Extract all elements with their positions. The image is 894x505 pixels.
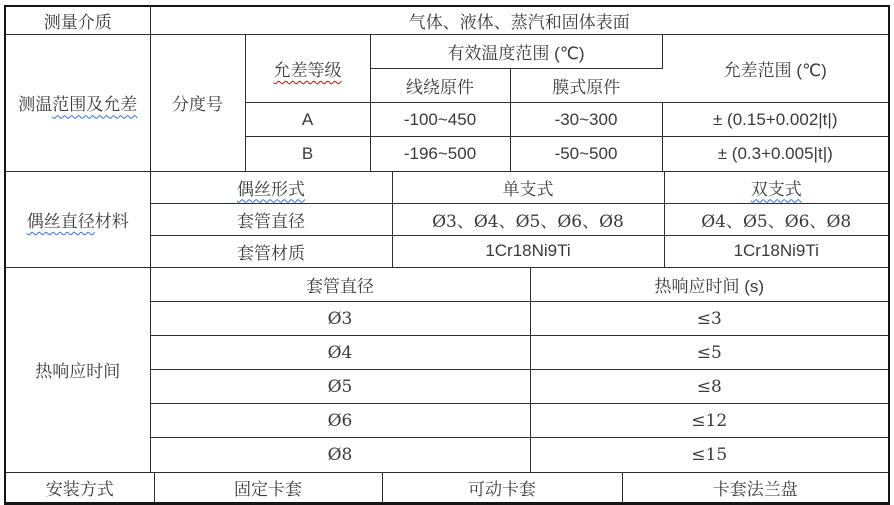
grade-a-film-range: -30~300	[510, 103, 662, 137]
table-row	[6, 7, 888, 34]
medium-value: 气体、液体、蒸汽和固体表面	[408, 13, 630, 32]
time-o8: ≤15	[530, 438, 888, 472]
wire-label-wavy: 偶丝直径	[26, 211, 95, 231]
double-type-label: 双支式	[750, 179, 802, 199]
section-response-time	[6, 267, 888, 472]
grade-a-label: A	[245, 103, 370, 137]
sheath-material-label: 套管材质	[150, 235, 392, 267]
section-wire-material	[6, 171, 888, 268]
time-o6: ≤12	[530, 404, 888, 438]
response-time-header: 热响应时间 (s)	[530, 268, 888, 302]
response-diameter-header: 套管直径	[150, 268, 530, 302]
install-movable-ferrule: 可动卡套	[382, 472, 622, 502]
time-o3: ≤3	[530, 302, 888, 336]
single-diameters: Ø3、Ø4、Ø5、Ø6、Ø8	[392, 203, 664, 235]
install-fixed-ferrule: 固定卡套	[154, 472, 382, 502]
wire-section-label	[6, 171, 150, 267]
grade-a-tolerance: ± (0.15+0.002|t|)	[662, 103, 888, 137]
time-o4: ≤5	[530, 336, 888, 370]
range-label-plain: 测温	[18, 95, 53, 115]
graduation-header: 分度号	[150, 35, 245, 171]
double-type-header	[664, 171, 888, 203]
single-material: 1Cr18Ni9Ti	[392, 235, 664, 267]
diameter-o3: Ø3	[150, 302, 530, 336]
spec-table-frame	[4, 5, 890, 505]
wire-label-plain: 材料	[94, 211, 129, 231]
table-row	[6, 268, 888, 302]
diameter-o4: Ø4	[150, 336, 530, 370]
diameter-o8: Ø8	[150, 438, 530, 472]
time-o5: ≤8	[530, 370, 888, 404]
grade-b-label: B	[245, 137, 370, 171]
wire-form-label: 偶丝形式	[237, 179, 305, 199]
install-ferrule-flange: 卡套法兰盘	[622, 472, 888, 502]
film-header: 膜式原件	[510, 69, 662, 103]
grade-b-film-range: -50~500	[510, 137, 662, 171]
install-label: 安装方式	[6, 472, 154, 502]
medium-label: 测量介质	[6, 7, 150, 34]
section-medium	[6, 7, 888, 34]
double-material: 1Cr18Ni9Ti	[664, 235, 888, 267]
section-range-tolerance	[6, 34, 888, 171]
diameter-o5: Ø5	[150, 370, 530, 404]
double-diameters: Ø4、Ø5、Ø6、Ø8	[664, 203, 888, 235]
grade-b-wire-range: -196~500	[370, 137, 510, 171]
effective-range-header: 有效温度范围 (℃)	[370, 35, 662, 69]
grade-b-tolerance: ± (0.3+0.005|t|)	[662, 137, 888, 171]
wire-wound-header: 线绕原件	[370, 69, 510, 103]
table-row	[6, 472, 888, 502]
response-section-label: 热响应时间	[6, 268, 150, 472]
range-label-wavy: 范围及允差	[52, 95, 138, 115]
sheath-diameter-label: 套管直径	[150, 203, 392, 235]
tolerance-range-header: 允差范围 (℃)	[662, 35, 888, 103]
table-row	[6, 35, 888, 69]
diameter-o6: Ø6	[150, 404, 530, 438]
table-row	[6, 171, 888, 203]
section-installation	[6, 472, 888, 503]
range-section-label	[6, 35, 150, 171]
tolerance-class-label: 允差等级	[273, 61, 342, 80]
grade-a-wire-range: -100~450	[370, 103, 510, 137]
single-type-header: 单支式	[392, 171, 664, 203]
tolerance-class-header	[245, 35, 370, 103]
wire-form-header	[150, 171, 392, 203]
